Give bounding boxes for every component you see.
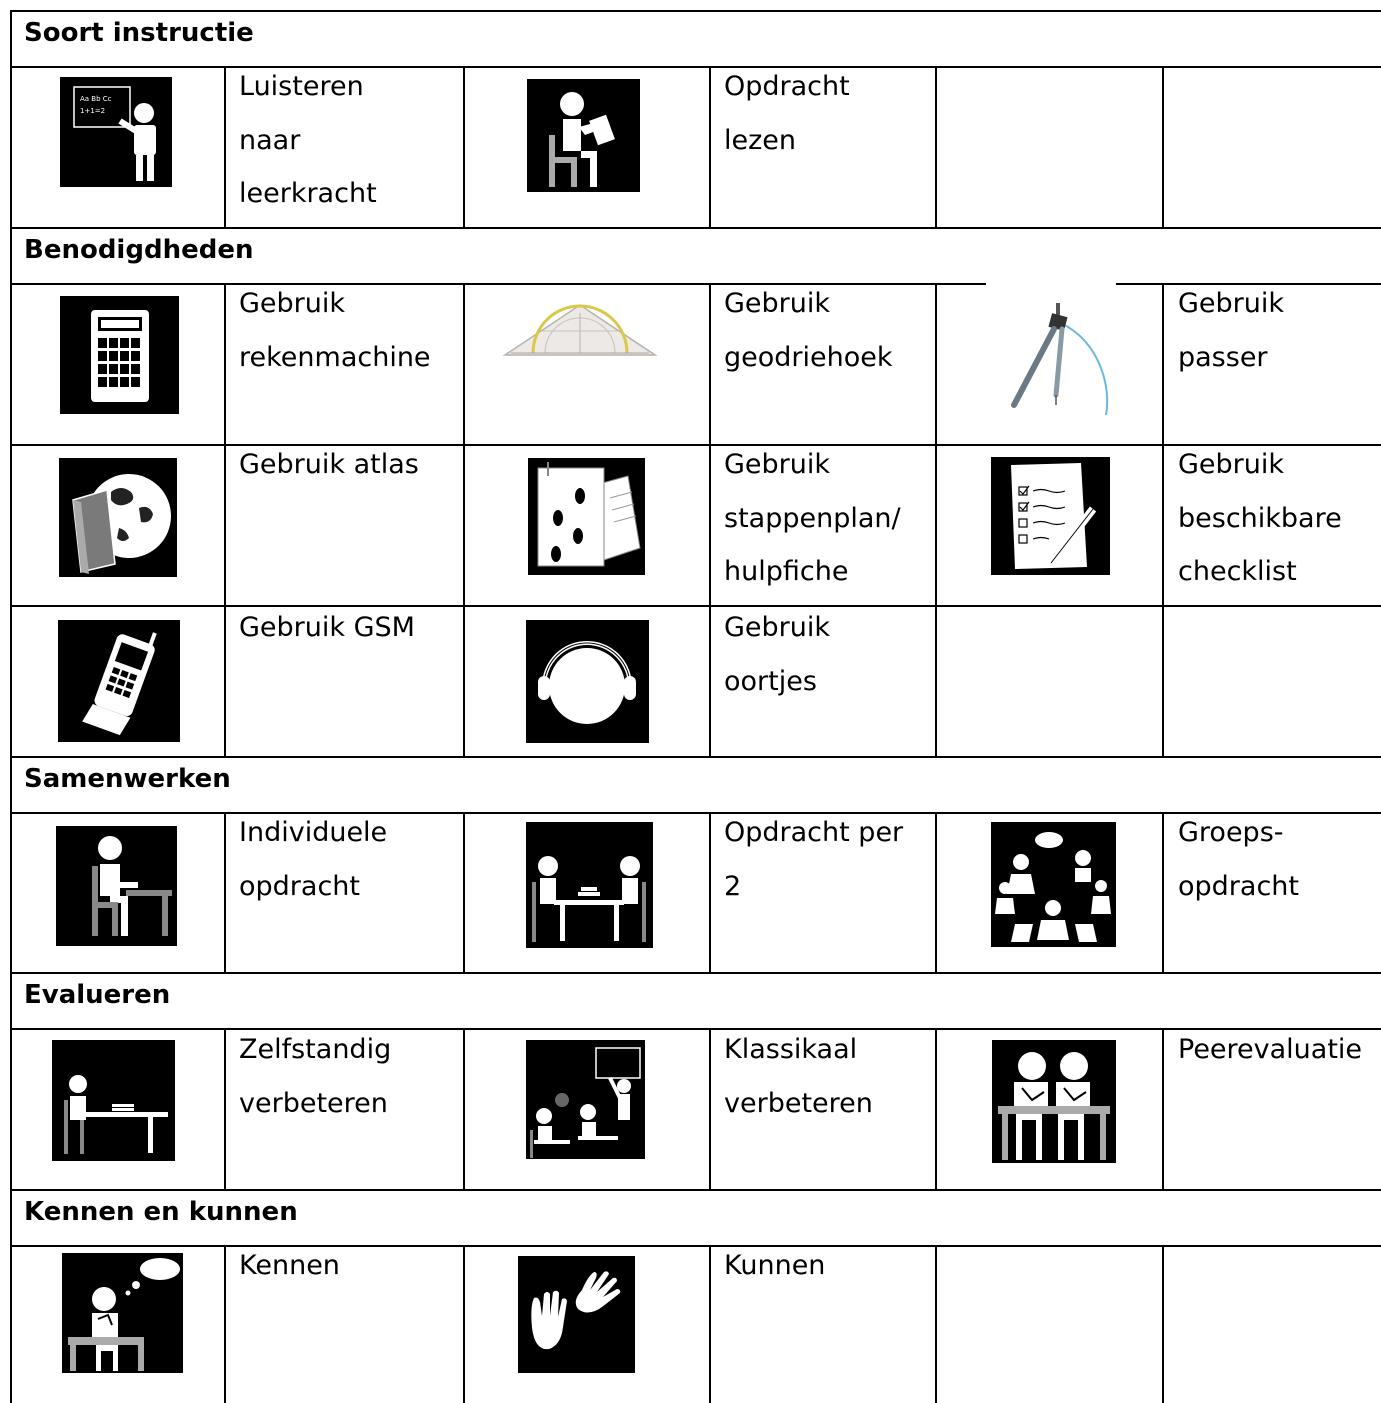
item-label: Peerevaluatie (1178, 1034, 1363, 1065)
section-header: Benodigdheden (24, 235, 254, 265)
table-rule (463, 1245, 465, 1403)
student-at-desk-icon (56, 826, 177, 946)
table-rule (224, 1028, 226, 1189)
table-rule (224, 66, 226, 227)
section-header: Evalueren (24, 980, 171, 1010)
class-correct-icon (526, 1040, 645, 1159)
item-label: Kunnen (724, 1250, 826, 1281)
item-label: Luisteren naar leerkracht (239, 71, 377, 209)
svg-text:Aa Bb Cc: Aa Bb Cc (80, 95, 112, 103)
table-rule (709, 812, 711, 972)
thinking-student-icon (62, 1253, 183, 1373)
table-rule (709, 1245, 711, 1403)
table-rule (10, 812, 1381, 814)
table-rule (463, 812, 465, 972)
item-label: Klassikaal verbeteren (724, 1034, 873, 1119)
table-rule (10, 227, 1381, 229)
item-label: Opdracht per 2 (724, 817, 904, 902)
table-rule (10, 1245, 1381, 1247)
table-rule (10, 605, 1381, 607)
item-label: Groeps- opdracht (1178, 817, 1299, 902)
table-rule (1162, 812, 1164, 972)
hands-icon (518, 1256, 635, 1373)
table-rule (10, 444, 1381, 446)
item-label: Kennen (239, 1250, 340, 1281)
table-rule (10, 283, 1381, 285)
table-rule (935, 812, 937, 972)
table-rule (709, 66, 711, 227)
table-rule (10, 1028, 1381, 1030)
table-rule (224, 1245, 226, 1403)
item-label: Gebruik GSM (239, 612, 415, 643)
compass-icon (986, 283, 1116, 418)
table-rule (10, 10, 12, 1403)
pair-work-icon (526, 822, 653, 948)
section-header: Soort instructie (24, 18, 254, 48)
table-rule (935, 66, 937, 227)
table-rule (1162, 66, 1164, 227)
item-label: Gebruik stappenplan/ hulpfiche (724, 449, 901, 587)
atlas-globe-icon (59, 458, 177, 577)
student-reading-icon (527, 79, 640, 192)
table-rule (224, 812, 226, 972)
peer-evaluation-icon (992, 1040, 1116, 1163)
item-label: Gebruik beschikbare checklist (1178, 449, 1342, 587)
table-rule (1162, 1245, 1164, 1403)
table-rule (10, 1189, 1381, 1191)
item-label: Gebruik passer (1178, 288, 1285, 373)
table-rule (935, 1028, 937, 1189)
set-square-icon (503, 303, 657, 357)
item-label: Opdracht lezen (724, 71, 850, 156)
item-label: Zelfstandig verbeteren (239, 1034, 392, 1119)
table-rule (1162, 1028, 1164, 1189)
table-rule (10, 10, 1381, 12)
table-rule (935, 283, 937, 756)
mobile-phone-icon (58, 620, 180, 742)
table-rule (10, 66, 1381, 68)
calculator-icon (60, 296, 179, 414)
table-rule (709, 1028, 711, 1189)
group-circle-icon (991, 822, 1116, 947)
table-rule (463, 283, 465, 756)
item-label: Individuele opdracht (239, 817, 388, 902)
table-rule (463, 1028, 465, 1189)
table-rule (463, 66, 465, 227)
table-rule (10, 756, 1381, 758)
item-label: Gebruik oortjes (724, 612, 831, 697)
item-label: Gebruik rekenmachine (239, 288, 431, 373)
checklist-icon (991, 457, 1110, 575)
item-label: Gebruik geodriehoek (724, 288, 893, 373)
section-header: Samenwerken (24, 764, 231, 794)
teacher-at-board-icon (60, 77, 172, 187)
svg-text:1+1=2: 1+1=2 (80, 107, 106, 115)
table-rule (709, 283, 711, 756)
table-rule (935, 1245, 937, 1403)
step-plan-sheets-icon (528, 458, 645, 575)
table-rule (10, 972, 1381, 974)
item-label: Gebruik atlas (239, 449, 419, 480)
table-rule (1162, 283, 1164, 756)
section-header: Kennen en kunnen (24, 1197, 298, 1227)
headphones-icon (526, 620, 649, 743)
self-correct-icon (52, 1040, 175, 1161)
table-rule (224, 283, 226, 756)
